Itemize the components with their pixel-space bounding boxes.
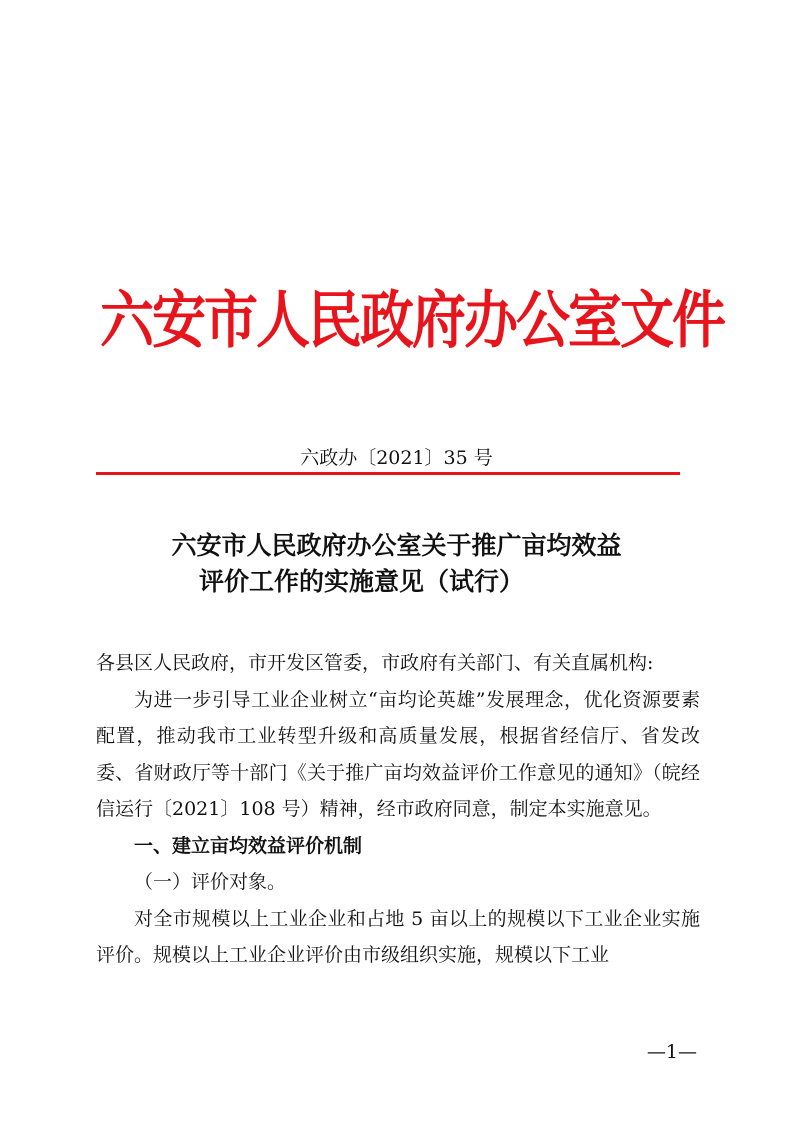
masthead-title: 六安市人民政府办公室文件 bbox=[100, 284, 724, 357]
document-body bbox=[96, 645, 700, 974]
salutation: 各县区人民政府，市开发区管委，市政府有关部门、有关直属机构: bbox=[96, 652, 654, 674]
red-divider-line bbox=[96, 472, 680, 475]
document-title-line-2: 评价工作的实施意见（试行） bbox=[199, 567, 525, 596]
document-title-line-1: 六安市人民政府办公室关于推广亩均效益 bbox=[171, 531, 622, 560]
body-paragraph-2: 对全市规模以上工业企业和占地 5 亩以上的规模以下工业企业实施评价。规模以上工业企业评价由市级组织实施，规模以下工业 bbox=[96, 907, 700, 966]
body-paragraph-1: 为进一步引导工业企业树立“亩均论英雄”发展理念，优化资源要素配置，推动我市工业转型升级和高质量发展，根据省经信厅、省发改委、省财政厅等十部门《关于推广亩均效益评价工作意见的通知》（皖经信运行〔2021〕108 号）精神，经市政府同意，制定本实施意见。 bbox=[96, 688, 700, 820]
document-number: 六政办〔2021〕35 号 bbox=[300, 447, 493, 469]
section-heading-1: 一、建立亩均效益评价机制 bbox=[134, 834, 363, 857]
page-number: —1— bbox=[646, 1041, 697, 1063]
subsection-heading-1: （一）评价对象。 bbox=[134, 871, 287, 893]
document-title bbox=[0, 528, 793, 600]
